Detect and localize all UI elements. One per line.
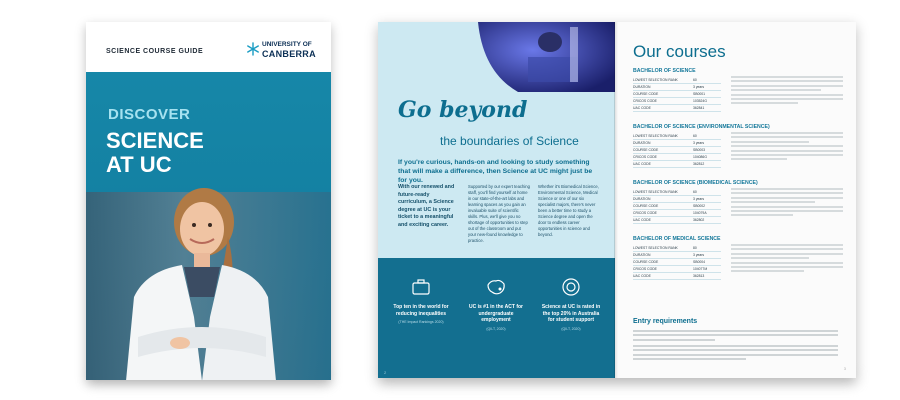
course-row-key: LOWEST SELECTION RANK [633,190,678,194]
entry-requirements-heading: Entry requirements [633,318,698,325]
course-row [633,245,721,252]
boundaries-subheading: the boundaries of Science [440,134,579,148]
course-row-key: COURSE CODE [633,260,659,264]
course-description [731,188,843,219]
logo-canberra: CANBERRA [262,49,316,59]
course-name: BACHELOR OF MEDICAL SCIENCE [633,236,721,242]
course-row-key: CRICOS CODE [633,155,657,159]
right-inner-page [615,22,856,378]
course-row-key: UAC CODE [633,162,651,166]
course-row-value: 362813 [693,274,705,278]
entry-requirements-text [633,330,838,362]
course-name: BACHELOR OF SCIENCE [633,68,696,74]
australia-map-icon [485,276,507,298]
course-row-key: LOWEST SELECTION RANK [633,134,678,138]
course-row-key: UAC CODE [633,274,651,278]
lab-researcher-photo [478,22,615,92]
stat-text: Top ten in the world for reducing inequalities [393,304,449,317]
stat-item [465,276,527,331]
course-row [633,266,721,273]
course-block [633,236,843,280]
stats-band [378,258,615,378]
stat-source: (QILT, 2020) [486,326,506,331]
course-row [633,91,721,98]
course-row-value: 60 [693,190,697,194]
course-row-value: 104086G [693,155,707,159]
course-row [633,140,721,147]
course-row-value: SB0001 [693,92,706,96]
snowflake-logo-icon [246,42,260,56]
course-row-key: COURSE CODE [633,204,659,208]
course-row-key: UAC CODE [633,218,651,222]
cover-title-line2: AT UC [106,152,172,177]
course-row [633,252,721,259]
stat-text: Science at UC is rated in the top 20% in Australia for student support [541,304,601,323]
page-number-right: 3 [843,366,846,371]
course-row-value: 362812 [693,162,705,166]
course-description [731,76,843,107]
cover-header [86,22,331,72]
course-row-value: 60 [693,134,697,138]
course-row [633,273,721,280]
stat-source: (QILT, 2020) [561,326,581,331]
stat-text: UC is #1 in the ACT for undergraduate employment [469,304,523,323]
course-block [633,124,843,168]
course-description [731,132,843,163]
course-row-key: DURATION [633,85,651,89]
cover-body [86,72,331,380]
course-row-key: DURATION [633,253,651,257]
course-row-key: LOWEST SELECTION RANK [633,78,678,82]
course-row [633,84,721,91]
body-column-2: Supported by our expert teaching staff, you'll find yourself at home in our state-of-the-art labs and learning spaces as you gain an invaluable suite of scientific skills. Plus, we'll give you no shortage of opportunities to step out of the classroom and put your new-found knowledge to practice. [468,184,530,243]
course-guide-label: SCIENCE COURSE GUIDE [106,48,204,55]
page-number-left: 2 [384,370,387,375]
course-row-key: DURATION [633,197,651,201]
course-row [633,98,721,105]
course-row-value: 80 [693,246,697,250]
course-row [633,189,721,196]
course-row [633,77,721,84]
course-row-value: 362802 [693,218,705,222]
course-row-value: SB0004 [693,260,706,264]
course-row-key: COURSE CODE [633,148,659,152]
course-row-key: DURATION [633,141,651,145]
course-row [633,147,721,154]
left-inner-page [378,22,615,378]
course-row-value: 103524G [693,99,707,103]
course-row-key: CRICOS CODE [633,99,657,103]
course-row [633,154,721,161]
course-block [633,180,843,224]
brochure-spread [378,22,856,378]
stat-source: (THE Impact Rankings 2020) [398,320,444,324]
course-row-key: CRICOS CODE [633,267,657,271]
course-row [633,196,721,203]
stat-item [540,276,602,331]
course-row [633,203,721,210]
spread-spine [614,22,618,378]
logo-university-of: UNIVERSITY OF [262,41,312,48]
course-row-key: COURSE CODE [633,92,659,96]
course-row-key: CRICOS CODE [633,211,657,215]
course-row-value: SB0003 [693,148,706,152]
course-row-value: SB0002 [693,204,706,208]
course-row [633,217,721,224]
cover-title-line1: SCIENCE [106,128,204,153]
course-row [633,161,721,168]
cover-discover: DISCOVER [108,106,191,123]
brochure-cover [86,22,331,380]
course-row-value: 362841 [693,106,705,110]
course-row-value: 3 years [693,253,705,257]
course-description [731,244,843,275]
go-beyond-heading: Go beyond [398,97,528,123]
course-block [633,68,843,112]
course-row-value: 60 [693,78,697,82]
course-name: BACHELOR OF SCIENCE (ENVIRONMENTAL SCIENCE) [633,124,770,130]
intro-paragraph: If you're curious, hands-on and looking to study something that will make a difference, then Science at UC might just be for you. [398,159,593,184]
briefcase-icon [410,276,432,298]
scientist-portrait [116,167,286,380]
course-row-key: LOWEST SELECTION RANK [633,246,678,250]
course-row-value: 3 years [693,85,705,89]
stat-item [390,276,452,324]
course-row [633,105,721,112]
our-courses-heading: Our courses [633,42,726,61]
course-row-key: UAC CODE [633,106,651,110]
course-row [633,259,721,266]
course-row-value: 104077M [693,267,708,271]
course-row [633,133,721,140]
course-row-value: 3 years [693,197,705,201]
award-badge-icon [560,276,582,298]
body-column-3: Whether it's Biomedical Science, Environmental Science, Medical Science or one of our six specialist majors, there's never been a better time to study a Science degree and open the door to endless career opportunities in science and beyond. [538,184,599,237]
body-column-1: With our renewed and future-ready curriculum, a Science degree at UC is your ticket to a meaningful and exciting career. [398,184,455,228]
course-row-value: 3 years [693,141,705,145]
course-name: BACHELOR OF SCIENCE (BIOMEDICAL SCIENCE) [633,180,758,186]
course-row [633,210,721,217]
course-row-value: 104079A [693,211,707,215]
